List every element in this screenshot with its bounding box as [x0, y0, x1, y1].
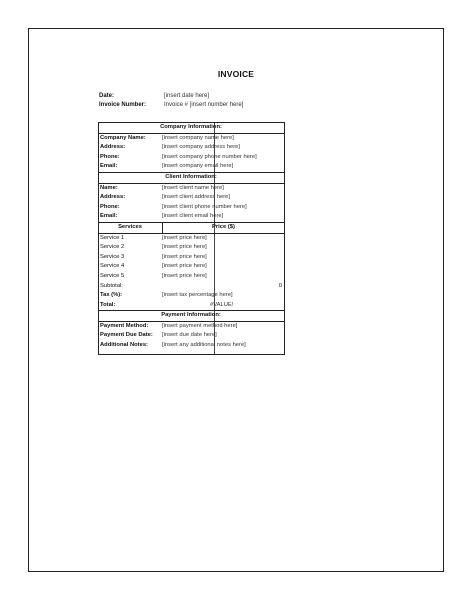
client-name-value: [insert client name here]	[162, 184, 224, 191]
invoice-page	[28, 28, 444, 572]
service-price: [insert price here]	[162, 263, 207, 270]
date-value: [insert date here]	[164, 93, 210, 99]
additional-notes-value: [insert any additional notes here]	[162, 342, 246, 349]
company-email-value: [insert company email here]	[162, 163, 234, 170]
price-column-header: Price ($)	[212, 223, 235, 230]
company-name-label: Company Name:	[100, 134, 146, 141]
invoice-number-label: Invoice Number:	[99, 102, 147, 108]
company-address-label: Address:	[100, 144, 126, 151]
invoice-number-value: Invoice # [insert number here]	[164, 102, 244, 108]
company-section-title: Company Information:	[98, 122, 284, 134]
client-address-value: [insert client address here]	[162, 194, 230, 201]
subtotal-value: 0	[278, 282, 282, 289]
total-value: #VALUE!	[210, 301, 234, 308]
company-email-label: Email:	[100, 163, 118, 170]
client-address-label: Address:	[100, 194, 126, 201]
tax-value: [insert tax percentage here]	[162, 292, 233, 299]
company-address-value: [insert company address here]	[162, 144, 240, 151]
service-price: [insert price here]	[162, 234, 207, 241]
payment-section-title: Payment Information:	[98, 310, 284, 322]
client-name-label: Name:	[100, 184, 118, 191]
subtotal-label: Subtotal:	[100, 282, 123, 289]
service-label: Service 1	[100, 234, 125, 241]
client-email-label: Email:	[100, 213, 118, 220]
service-price: [insert price here]	[162, 272, 207, 279]
client-section-title: Client Information:	[98, 172, 284, 184]
service-price: [insert price here]	[162, 244, 207, 251]
invoice-number-row	[99, 101, 243, 109]
service-label: Service 5	[100, 272, 125, 279]
service-label: Service 3	[100, 253, 125, 260]
payment-method-label: Payment Method:	[100, 322, 149, 329]
date-label: Date:	[99, 93, 115, 99]
client-phone-label: Phone:	[100, 203, 120, 210]
additional-notes-label: Additional Notes:	[100, 342, 148, 349]
payment-method-value: [insert payment method here]	[162, 322, 238, 329]
service-label: Service 2	[100, 244, 125, 251]
service-price: [insert price here]	[162, 253, 207, 260]
company-phone-label: Phone:	[100, 153, 120, 160]
company-name-value: [insert company name here]	[162, 134, 234, 141]
total-label: Total:	[100, 301, 116, 308]
table-border	[98, 122, 285, 355]
client-phone-value: [insert client phone number here]	[162, 203, 247, 210]
payment-due-date-label: Payment Due Date:	[100, 332, 153, 339]
date-row	[99, 92, 209, 100]
tax-label: Tax (%):	[100, 292, 123, 299]
company-phone-value: [insert company phone number here]	[162, 153, 257, 160]
invoice-title: INVOICE	[217, 69, 255, 79]
client-email-value: [insert client email here]	[162, 213, 224, 220]
payment-due-date-value: [insert due date here]	[162, 332, 217, 339]
services-column-header: Services	[98, 223, 163, 233]
service-label: Service 4	[100, 263, 125, 270]
